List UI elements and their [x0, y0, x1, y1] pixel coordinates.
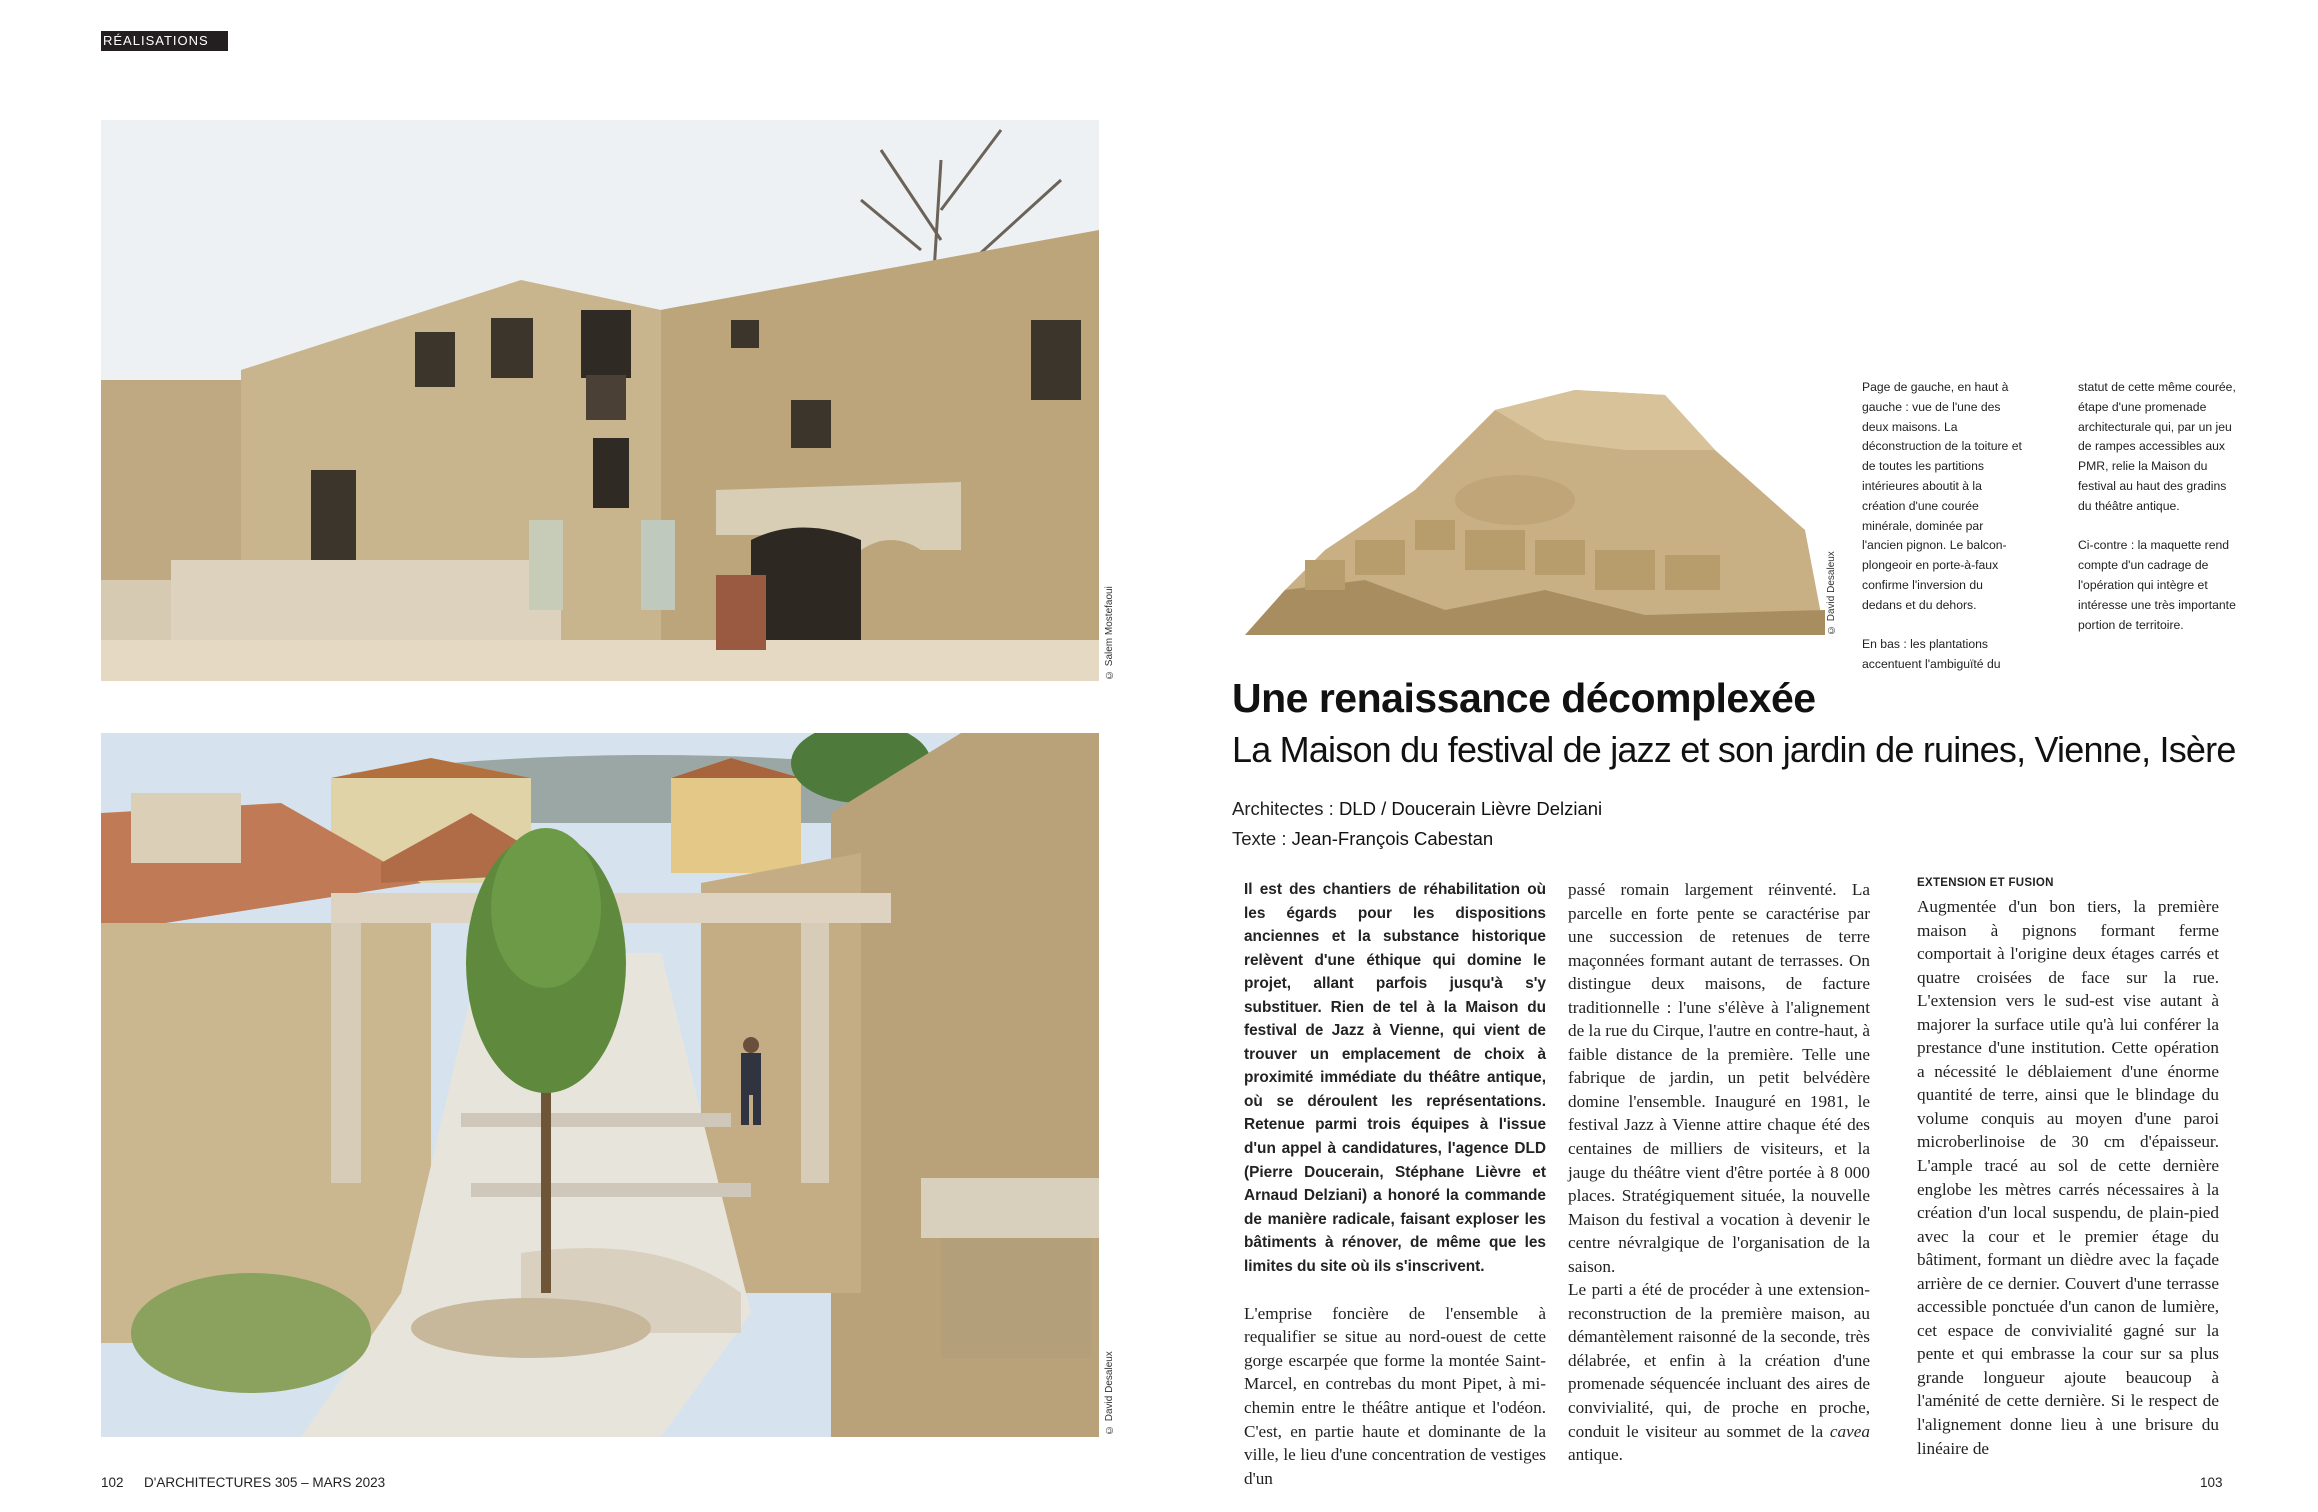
- article-paragraph: [1568, 1278, 1870, 1466]
- photo-credit-top: © Salem Mostefaoui: [1104, 586, 1115, 680]
- author-line: [1232, 828, 1493, 850]
- architects-line: [1232, 798, 1602, 820]
- architects-label: Architectes :: [1232, 798, 1334, 819]
- article-paragraph: passé romain largement réinventé. La parcelle en forte pente se caractérise par une succession de retenues de terre maçonnées formant autant de terrasses. On distingue deux maisons, de facture traditionnelle : l'une s'élève à l'alignement de la rue du Cirque, l'autre en contre-haut, à faible distance de la première. Telle une fabrique de jardin, un petit belvédère domine l'ensemble. Inauguré en 1981, le festival Jazz à Vienne attire chaque été des centaines de milliers de visiteurs, et la jauge du théâtre vient d'être portée à 8 000 places. Stratégiquement située, la nouvelle Maison du festival a vocation à devenir le centre névralgique de l'organisation de la saison.: [1568, 880, 1870, 1276]
- photo-architectural-model: [1245, 380, 1825, 635]
- section-tag: RÉALISATIONS: [101, 31, 228, 51]
- paragraph-text: antique.: [1568, 1445, 1623, 1465]
- caption-text: En bas : les plantations accentuent l'ambiguïté du: [1862, 637, 2001, 672]
- article-title: Une renaissance décomplexée: [1232, 675, 1816, 721]
- left-page-number: 102: [101, 1475, 124, 1490]
- article-column-3: [1917, 895, 2219, 1460]
- photo-stone-house: [101, 120, 1099, 681]
- photo-courtyard: [101, 733, 1099, 1437]
- right-page-number: 103: [2200, 1475, 2223, 1490]
- architects-value: DLD / Doucerain Lièvre Delziani: [1338, 798, 1603, 819]
- article-lead: Il est des chantiers de réhabilitation où les égards pour les dispositions anciennes et la substance historique relèvent d'une éthique qui domine le projet, allant parfois jusqu'à s'y substituer. Rien de tel à la Maison du festival de Jazz à Vienne, qui vient de trouver un emplacement de choix à proximité immédiate du théâtre antique, où se déroulent les représentations. Retenue parmi trois équipes à l'issue d'un appel à candidatures, l'agence DLD (Pierre Doucerain, Stéphane Lièvre et Arnaud Delziani) a honoré la commande de manière radicale, faisant exploser les bâtiments à rénover, de même que les limites du site où ils s'inscrivent.: [1244, 881, 1546, 1275]
- caption-column-2: [2078, 378, 2243, 635]
- caption-column-1: [1862, 378, 2022, 675]
- author-value: Jean-François Cabestan: [1291, 828, 1494, 849]
- emphasis-cavea: cavea: [1829, 1421, 1870, 1441]
- model-credit: © David Desaleux: [1826, 551, 1837, 635]
- section-subhead: EXTENSION ET FUSION: [1917, 877, 2054, 889]
- caption-text: Page de gauche, en haut à gauche : vue de l'une des deux maisons. La déconstruction de la toiture et de toutes les partitions intérieures aboutit à la création d'une courée minérale, dominée par l'ancien pignon. Le balcon-plongeoir en porte-à-faux confirme l'inversion du dedans et du dehors.: [1862, 380, 2022, 612]
- article-paragraph: L'emprise foncière de l'ensemble à requalifier se situe au nord-ouest de cette gorge escarpée que forme la montée Saint-Marcel, en contrebas du mont Pipet, à mi-chemin entre le théâtre antique et l'odéon. C'est, en partie haute et dominante de la ville, le lieu d'une concentration de vestiges d'un: [1244, 1303, 1546, 1488]
- article-subtitle: La Maison du festival de jazz et son jardin de ruines, Vienne, Isère: [1232, 729, 2236, 770]
- article-column-2: [1568, 878, 1870, 1467]
- author-label: Texte :: [1232, 828, 1287, 849]
- caption-text: Ci-contre : la maquette rend compte d'un cadrage de l'opération qui intègre et intéresse une très importante portion de territoire.: [2078, 538, 2236, 632]
- photo-credit-bottom: © David Desaleux: [1104, 1351, 1115, 1435]
- paragraph-text: Le parti a été de procéder à une extension-reconstruction de la première maison, au démantèlement raisonné de la seconde, très délabrée, et enfin à la création d'une promenade séquencée incluant des aires de convivialité, qui, de proche en proche, conduit le visiteur au sommet de la: [1568, 1280, 1870, 1441]
- magazine-issue: D'ARCHITECTURES 305 – MARS 2023: [144, 1475, 386, 1490]
- article-column-1: [1244, 878, 1546, 1490]
- article-paragraph: Augmentée d'un bon tiers, la première maison à pignons formant ferme comportait à l'origine deux étages carrés et quatre croisées de face sur la rue. L'extension vers le sud-est vise autant à majorer la surface utile qu'à lui conférer la prestance d'une institution. Cette opération a nécessité le déblaiement d'une énorme quantité de terre, ainsi que le blindage du volume conquis au moyen d'une paroi microberlinoise de 30 cm d'épaisseur. L'ample tracé au sol de cette dernière englobe les mètres carrés nécessaires à la création d'un local suspendu, de plain-pied avec la cour et le premier étage du bâtiment, formant un dièdre avec la façade arrière de ce dernier. Couvert d'une terrasse accessible ponctuée d'un canon de lumière, cet espace de convivialité gagné sur la pente et qui embrasse la cour sur sa plus grande longueur ajoute beaucoup à l'aménité de cette dernière. Si le respect de l'alignement donne lieu à une brisure du linéaire de: [1917, 897, 2219, 1458]
- caption-text: statut de cette même courée, étape d'une promenade architecturale qui, par un jeu de rampes accessibles aux PMR, relie la Maison du festival au haut des gradins du théâtre antique.: [2078, 380, 2236, 513]
